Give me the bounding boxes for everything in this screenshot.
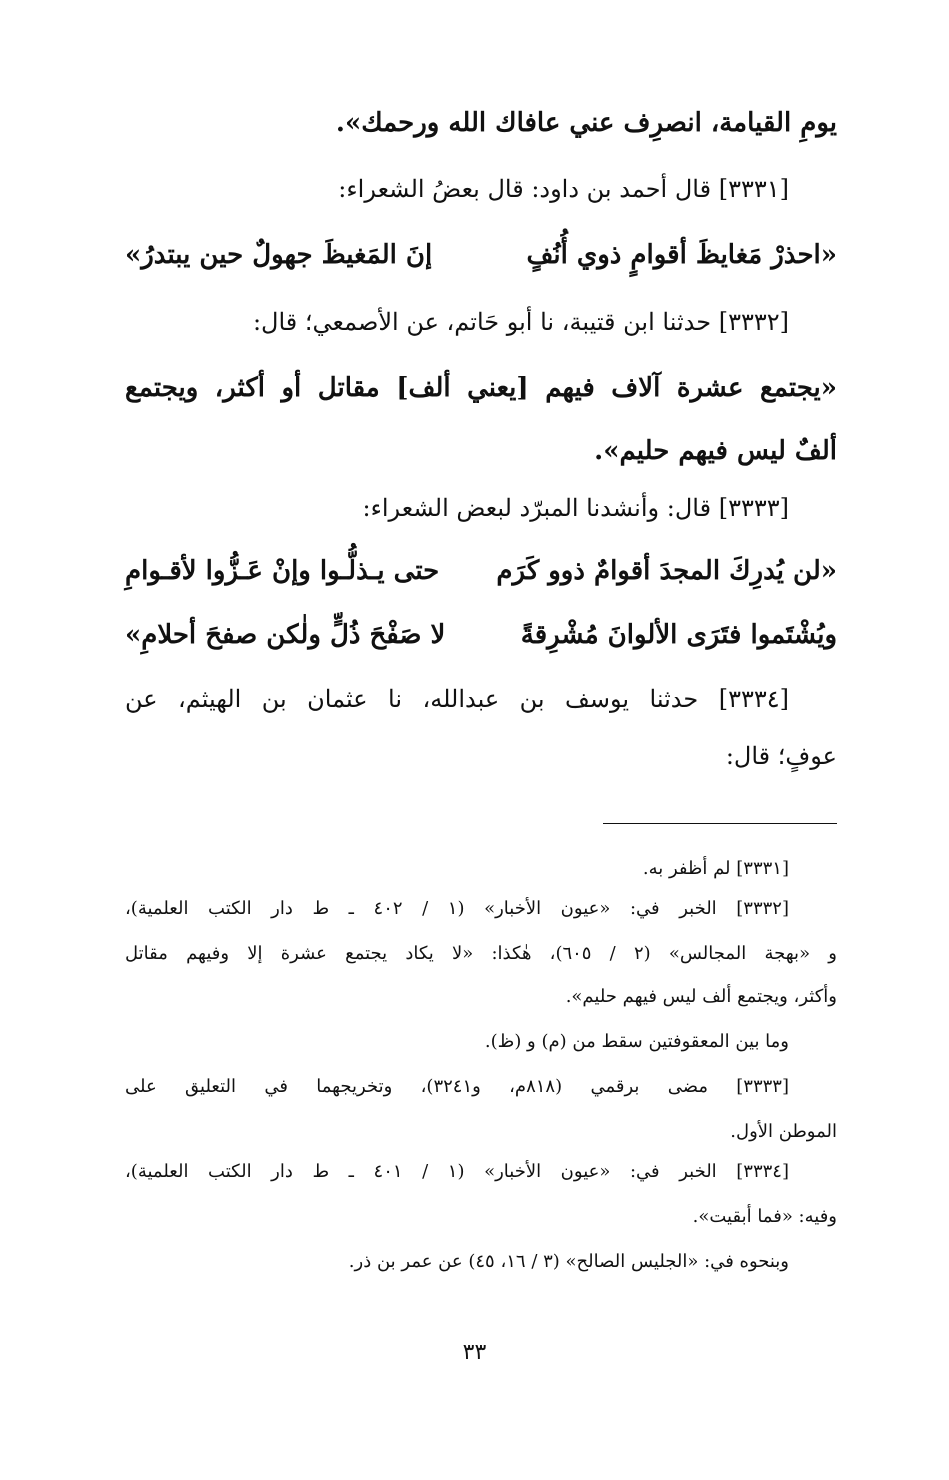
verse-hemistich-second: لا صَفْحَ ذُلٍّ ولٰكن صفحَ أحلامِ» [125, 620, 446, 650]
footnote-separator [603, 823, 837, 824]
verse-hemistich-first: «احذرْ مَغايظَ أقوامٍ ذوي أُنُفٍ [526, 240, 837, 270]
verse-hemistich-first: «لن يُدرِكَ المجدَ أقوامٌ ذوو كَرَم [496, 556, 837, 586]
verse-line [125, 620, 837, 650]
footnote-3332-cont: وما بين المعقوفتين سقط من (م) و (ظ). [484, 1031, 789, 1052]
quote-line: «يجتمع عشرة آلاف فيهم [يعني ألف] مقاتل أو أكثر، ويجتمع [125, 373, 837, 403]
footnote-3333: [٣٣٣٣] مضى برقمي (٨١٨م، و٣٢٤١)، وتخريجهما في التعليق على [125, 1076, 789, 1097]
verse-hemistich-second: حتى يـذلُّـوا وإنْ عَـزُّوا لأقـوامِ [125, 556, 440, 586]
entry-3331: [٣٣٣١] قال أحمد بن داود: قال بعضُ الشعراء: [338, 175, 789, 203]
book-page [125, 0, 837, 1480]
verse-line [125, 556, 837, 586]
footnote-3332: [٣٣٣٢] الخبر في: «عيون الأخبار» (١ / ٤٠٢ ـ ط دار الكتب العلمية)، [125, 898, 789, 919]
footnote-3331: [٣٣٣١] لم أظفر به. [642, 858, 789, 879]
entry-3333: [٣٣٣٣] قال: وأنشدنا المبرّد لبعض الشعراء: [362, 494, 789, 522]
page-number: ٣٣ [462, 1340, 487, 1365]
footnote-3332-cont: وأكثر، ويجتمع ألف ليس فيهم حليم». [565, 986, 837, 1007]
footnote-3332-cont: و «بهجة المجالس» (٢ / ٦٠٥)، هٰكذا: «لا يكاد يجتمع عشرة إلا وفيهم مقاتل [125, 943, 837, 964]
verse-hemistich-first: ويُشْتَموا فتَرَى الألوانَ مُشْرِقةً [520, 620, 837, 650]
entry-3334: [٣٣٣٤] حدثنا يوسف بن عبدالله، نا عثمان بن الهيثم، عن [125, 685, 789, 713]
verse-hemistich-second: إنَ المَغيظَ جهولٌ حين يبتدرُ» [125, 240, 433, 270]
entry-3334-cont: عوفٍ؛ قال: [725, 742, 837, 770]
quote-line: ألفٌ ليس فيهم حليم». [594, 436, 837, 466]
footnote-3333-cont: الموطن الأول. [730, 1121, 837, 1142]
verse-line [125, 240, 837, 270]
footnote-3334: [٣٣٣٤] الخبر في: «عيون الأخبار» (١ / ٤٠١ ـ ط دار الكتب العلمية)، [125, 1161, 789, 1182]
footnote-3334-cont: وبنحوه في: «الجليس الصالح» (٣ / ١٦، ٤٥) عن عمر بن ذر. [348, 1251, 789, 1272]
entry-3332: [٣٣٣٢] حدثنا ابن قتيبة، نا أبو حَاتم، عن الأصمعي؛ قال: [252, 308, 789, 336]
footnote-3334-cont: وفيه: «فما أبقيت». [692, 1206, 837, 1227]
text-line: يومِ القيامة، انصرِف عني عافاك الله ورحمك». [335, 108, 837, 138]
